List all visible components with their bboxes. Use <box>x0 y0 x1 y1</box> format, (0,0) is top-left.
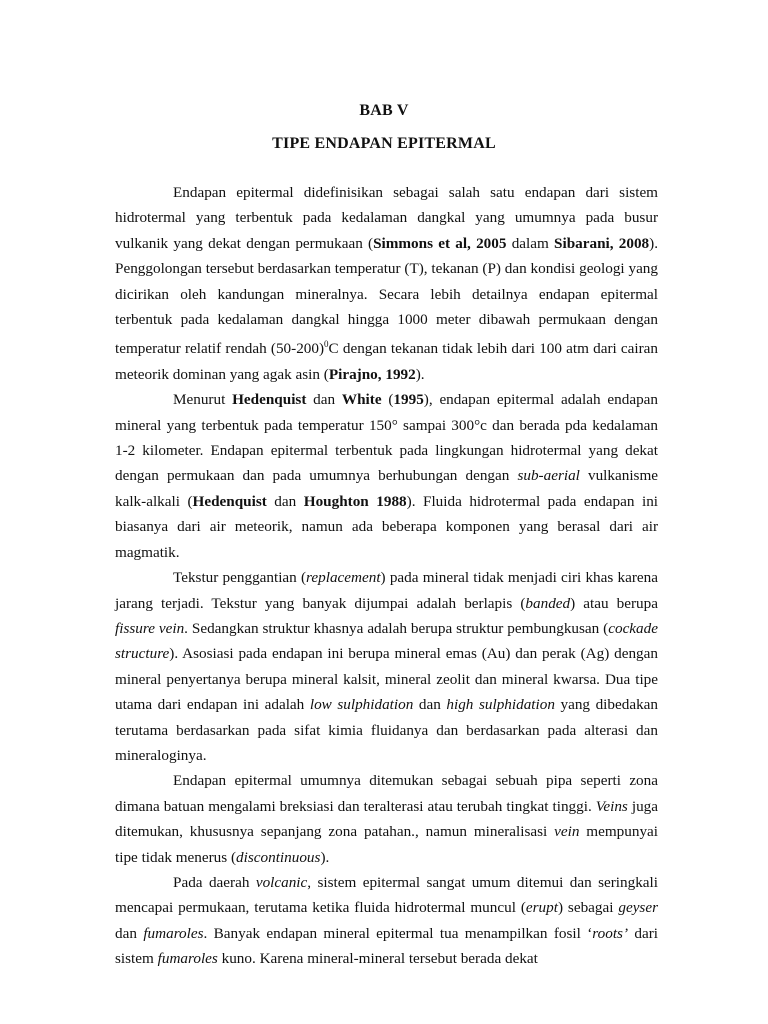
citation-text: Simmons et al, 2005 <box>373 234 507 252</box>
italic-term: Veins <box>595 797 628 815</box>
text-run: ). <box>320 848 330 866</box>
text-run: ). Penggolongan tersebut berdasarkan temperatur (T), tekanan (P) dan kondisi geologi yang dicirikan oleh kandungan mineralnya. Secara lebih detailnya endapan epitermal terbentuk pada kedalaman dangkal hingga 1000 meter dibawah permukaan dengan temperatur relatif rendah (50-200) <box>115 234 658 358</box>
citation-text: White <box>341 391 382 409</box>
citation-text: Hedenquist <box>232 391 307 409</box>
italic-term: low sulphidation <box>309 696 414 714</box>
italic-term: sub-aerial <box>517 467 580 485</box>
text-run: 0 <box>324 339 329 350</box>
citation-text: 1995 <box>393 391 424 409</box>
text-run: mempunyai tipe tidak menerus ( <box>115 823 659 866</box>
text-run: ). Fluida hidrotermal pada endapan ini biasanya dari air meteorik, namun ada beberapa komponen yang berasal dari air magmatik. <box>115 492 659 561</box>
text-run: Tekstur penggantian ( <box>173 569 307 587</box>
text-run: dan <box>115 924 144 942</box>
text-run: Endapan epitermal umumnya ditemukan sebagai sebuah pipa seperti zona dimana batuan mengalami breksiasi dan teralterasi atau terubah tingkat tinggi. <box>115 772 658 815</box>
text-run: ) pada mineral tidak menjadi ciri khas karena jarang terjadi. Tekstur yang banyak dijumpai adalah berlapis ( <box>115 569 658 612</box>
text-run: . Sedangkan struktur khasnya adalah berupa struktur pembungkusan ( <box>184 619 609 637</box>
text-run: vulkanisme kalk-alkali ( <box>115 467 659 510</box>
text-run: juga ditemukan, khususnya sepanjang zona patahan., namun mineralisasi <box>115 797 658 841</box>
text-run: dan <box>306 391 342 409</box>
text-run: , sistem epitermal sangat umum ditemui dan seringkali mencapai permukaan, terutama ketika fluida hidrotermal muncul ( <box>115 873 658 917</box>
italic-term: fumaroles <box>157 950 218 968</box>
text-run: dan <box>266 492 304 510</box>
chapter-number: BAB V <box>359 102 409 119</box>
italic-term: banded <box>525 594 571 612</box>
italic-term: fumaroles <box>143 924 204 942</box>
italic-term: vein <box>554 823 580 841</box>
text-run: dari sistem <box>115 924 658 968</box>
text-run: kuno. Karena mineral-mineral tersebut berada dekat <box>217 950 538 968</box>
text-run: Menurut <box>173 391 233 409</box>
citation-text: Pirajno, 1992 <box>328 365 416 383</box>
paragraph <box>115 565 658 768</box>
text-run: ) sebagai <box>557 899 619 917</box>
chapter-title: TIPE ENDAPAN EPITERMAL <box>272 135 496 152</box>
text-run: dan <box>413 696 447 714</box>
italic-term: discontinuous <box>236 848 321 866</box>
text-run: ), endapan epitermal adalah endapan mineral yang terbentuk pada temperatur 150° sampai 300°c dan berada pda kedalaman 1-2 kilometer. Endapan epitermal terbentuk pada lingkungan hidrotermal yang dekat dengan permukaan dan pada umumnya berhubungan dengan <box>115 391 658 485</box>
italic-term: erupt <box>525 899 558 917</box>
text-run: dalam <box>506 234 555 252</box>
italic-term: geyser <box>618 899 658 917</box>
citation-text: Sibarani, 2008 <box>554 234 650 252</box>
italic-term: roots’ <box>592 924 629 942</box>
paragraph <box>115 870 658 972</box>
italic-term: high sulphidation <box>446 696 555 714</box>
text-run: ). <box>415 365 425 383</box>
paragraph <box>115 768 658 870</box>
italic-term: replacement <box>306 569 381 587</box>
text-run: ). Asosiasi pada endapan ini berupa mineral emas (Au) dan perak (Ag) dengan mineral penyertanya berupa mineral kalsit, mineral zeolit dan mineral kwarsa. Dua tipe utama dari endapan ini adalah <box>115 645 658 714</box>
paragraph <box>115 387 658 565</box>
italic-term: fissure vein <box>115 619 185 637</box>
text-run: ) atau berupa <box>570 594 658 612</box>
italic-term: volcanic <box>255 873 308 891</box>
citation-text: Hedenquist <box>192 492 267 510</box>
text-run: . Banyak endapan mineral epitermal tua menampilkan fosil ‘ <box>203 924 593 942</box>
italic-term: cockade structure <box>115 619 658 663</box>
text-run: C dengan tekanan tidak lebih dari 100 atm dari cairan meteorik dominan yang agak asin ( <box>115 340 658 383</box>
text-run: Endapan epitermal didefinisikan sebagai salah satu endapan dari sistem hidrotermal yang terbentuk pada kedalaman dangkal yang umumnya pada busur vulkanik yang dekat dengan permukaan ( <box>115 184 658 252</box>
paragraph <box>115 180 658 387</box>
citation-text: Houghton 1988 <box>303 492 407 510</box>
text-run: yang dibedakan terutama berdasarkan pada sifat kimia fluidanya dan berdasarkan pada alterasi dan mineraloginya. <box>115 696 659 764</box>
body-text <box>115 180 658 972</box>
text-run: Pada daerah <box>173 873 256 891</box>
text-run: ( <box>381 391 394 409</box>
